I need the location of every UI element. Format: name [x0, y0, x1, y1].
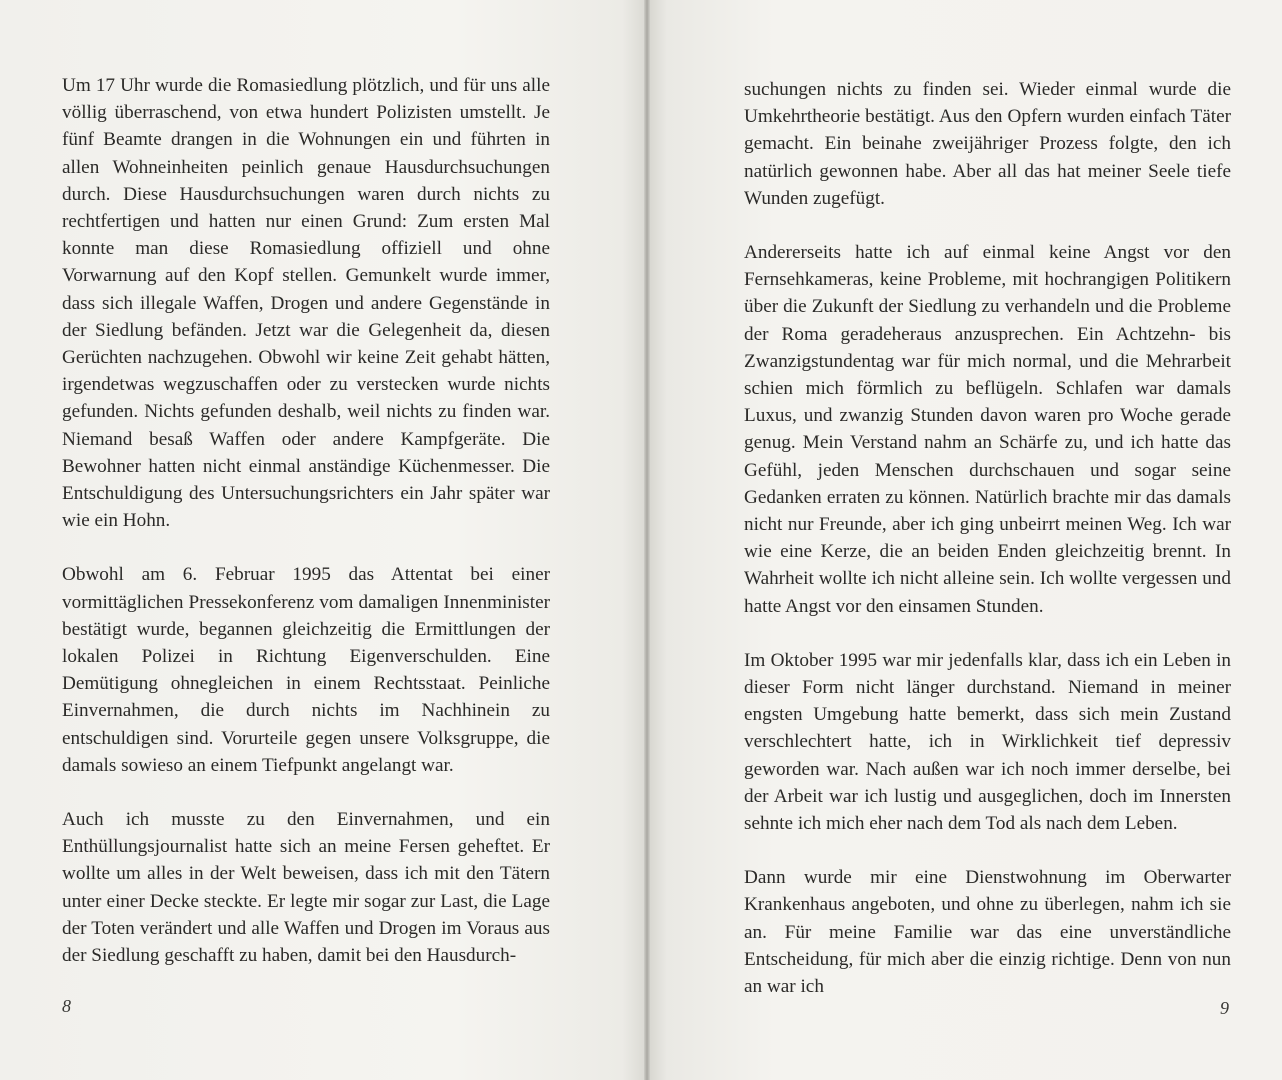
- left-page-text: [62, 72, 550, 969]
- page-number: 9: [1220, 998, 1229, 1018]
- right-page-text: [744, 76, 1231, 1000]
- paragraph: Obwohl am 6. Februar 1995 das Attentat bei einer vormittäglichen Pressekonferenz vom damaligen Innenminister bestätigt wurde, begannen gleichzeitig die Ermittlungen der lokalen Polizei in Richtung Eigenverschulden. Eine Demütigung ohnegleichen in einem Rechtsstaat. Peinliche Einvernahmen, die durch nichts im Nachhinein zu entschuldigen sind. Vorurteile gegen unsere Volksgruppe, die damals sowieso an einem Tiefpunkt angelangt war.: [62, 564, 550, 776]
- paragraph: Im Oktober 1995 war mir jedenfalls klar, dass ich ein Leben in dieser Form nicht länger durchstand. Niemand in meiner engsten Umgebung hatte bemerkt, dass sich mein Zustand verschlechtert hatte, ich in Wirklichkeit tief depressiv geworden war. Nach außen war ich noch immer derselbe, bei der Arbeit war ich lustig und ausgeglichen, doch im Innersten sehnte ich mich eher nach dem Tod als nach dem Leben.: [744, 649, 1231, 835]
- book-gutter: [644, 0, 650, 1080]
- page-number: 8: [62, 996, 71, 1016]
- right-page: [648, 0, 1282, 1080]
- paragraph: Dann wurde mir eine Dienstwohnung im Oberwarter Krankenhaus angeboten, und ohne zu überlegen, nahm ich sie an. Für meine Familie war das eine unverständliche Entscheidung, für mich aber die einzig richtige. Denn von nun an war ich: [744, 867, 1231, 998]
- paragraph: Um 17 Uhr wurde die Romasiedlung plötzlich, und für uns alle völlig überraschend, von etwa hundert Polizisten umstellt. Je fünf Beamte drangen in die Wohnungen ein und führten in allen Wohneinheiten peinlich genaue Hausdurchsuchungen durch. Diese Hausdurchsuchungen waren durch nichts zu rechtfertigen und hatten nur einen Grund: Zum ersten Mal konnte man diese Romasiedlung offiziell und ohne Vorwarnung auf den Kopf stellen. Gemunkelt wurde immer, dass sich illegale Waffen, Drogen und andere Gegenstände in der Siedlung befänden. Jetzt war die Gelegenheit da, diesen Gerüchten nachzugehen. Obwohl wir keine Zeit gehabt hätten, irgendetwas wegzuschaffen oder zu verstecken wurde nichts gefunden. Nichts gefunden deshalb, weil nichts zu finden war. Niemand besaß Waffen oder andere Kampfgeräte. Die Bewohner hatten nicht einmal anständige Küchenmesser. Die Entschuldigung des Untersuchungsrichters ein Jahr später war wie ein Hohn.: [62, 75, 550, 532]
- paragraph: suchungen nichts zu finden sei. Wieder einmal wurde die Umkehrtheorie bestätigt. Aus den Opfern wurden einfach Täter gemacht. Ein beinahe zweijähriger Prozess folgte, den ich natürlich gewonnen habe. Aber all das hat meiner Seele tiefe Wunden zugefügt.: [744, 79, 1231, 209]
- paragraph: Auch ich musste zu den Einvernahmen, und ein Enthüllungsjournalist hatte sich an meine Fersen geheftet. Er wollte um alles in der Welt beweisen, dass ich mit den Tätern unter einer Decke steckte. Er legte mir sogar zur Last, die Lage der Toten verändert und alle Waffen und Drogen im Voraus aus der Siedlung geschafft zu haben, damit bei den Hausdurch-: [62, 809, 550, 967]
- paragraph: Andererseits hatte ich auf einmal keine Angst vor den Fernsehkameras, keine Probleme, mit hochrangigen Politikern über die Zukunft der Siedlung zu verhandeln und die Probleme der Roma geradeheraus anzusprechen. Ein Achtzehn- bis Zwanzigstundentag war für mich normal, und die Mehrarbeit schien mich förmlich zu beflügeln. Schlafen war damals Luxus, und zwanzig Stunden davon waren pro Woche gerade genug. Mein Verstand nahm an Schärfe zu, und ich hatte das Gefühl, jeden Menschen durchschauen und sogar seine Gedanken erraten zu können. Natürlich brachte mir das damals nicht nur Freunde, aber ich ging unbeirrt meinen Weg. Ich war wie eine Kerze, die an beiden Enden gleichzeitig brennt. In Wahrheit wollte ich nicht alleine sein. Ich wollte vergessen und hatte Angst vor den einsamen Stunden.: [744, 242, 1231, 617]
